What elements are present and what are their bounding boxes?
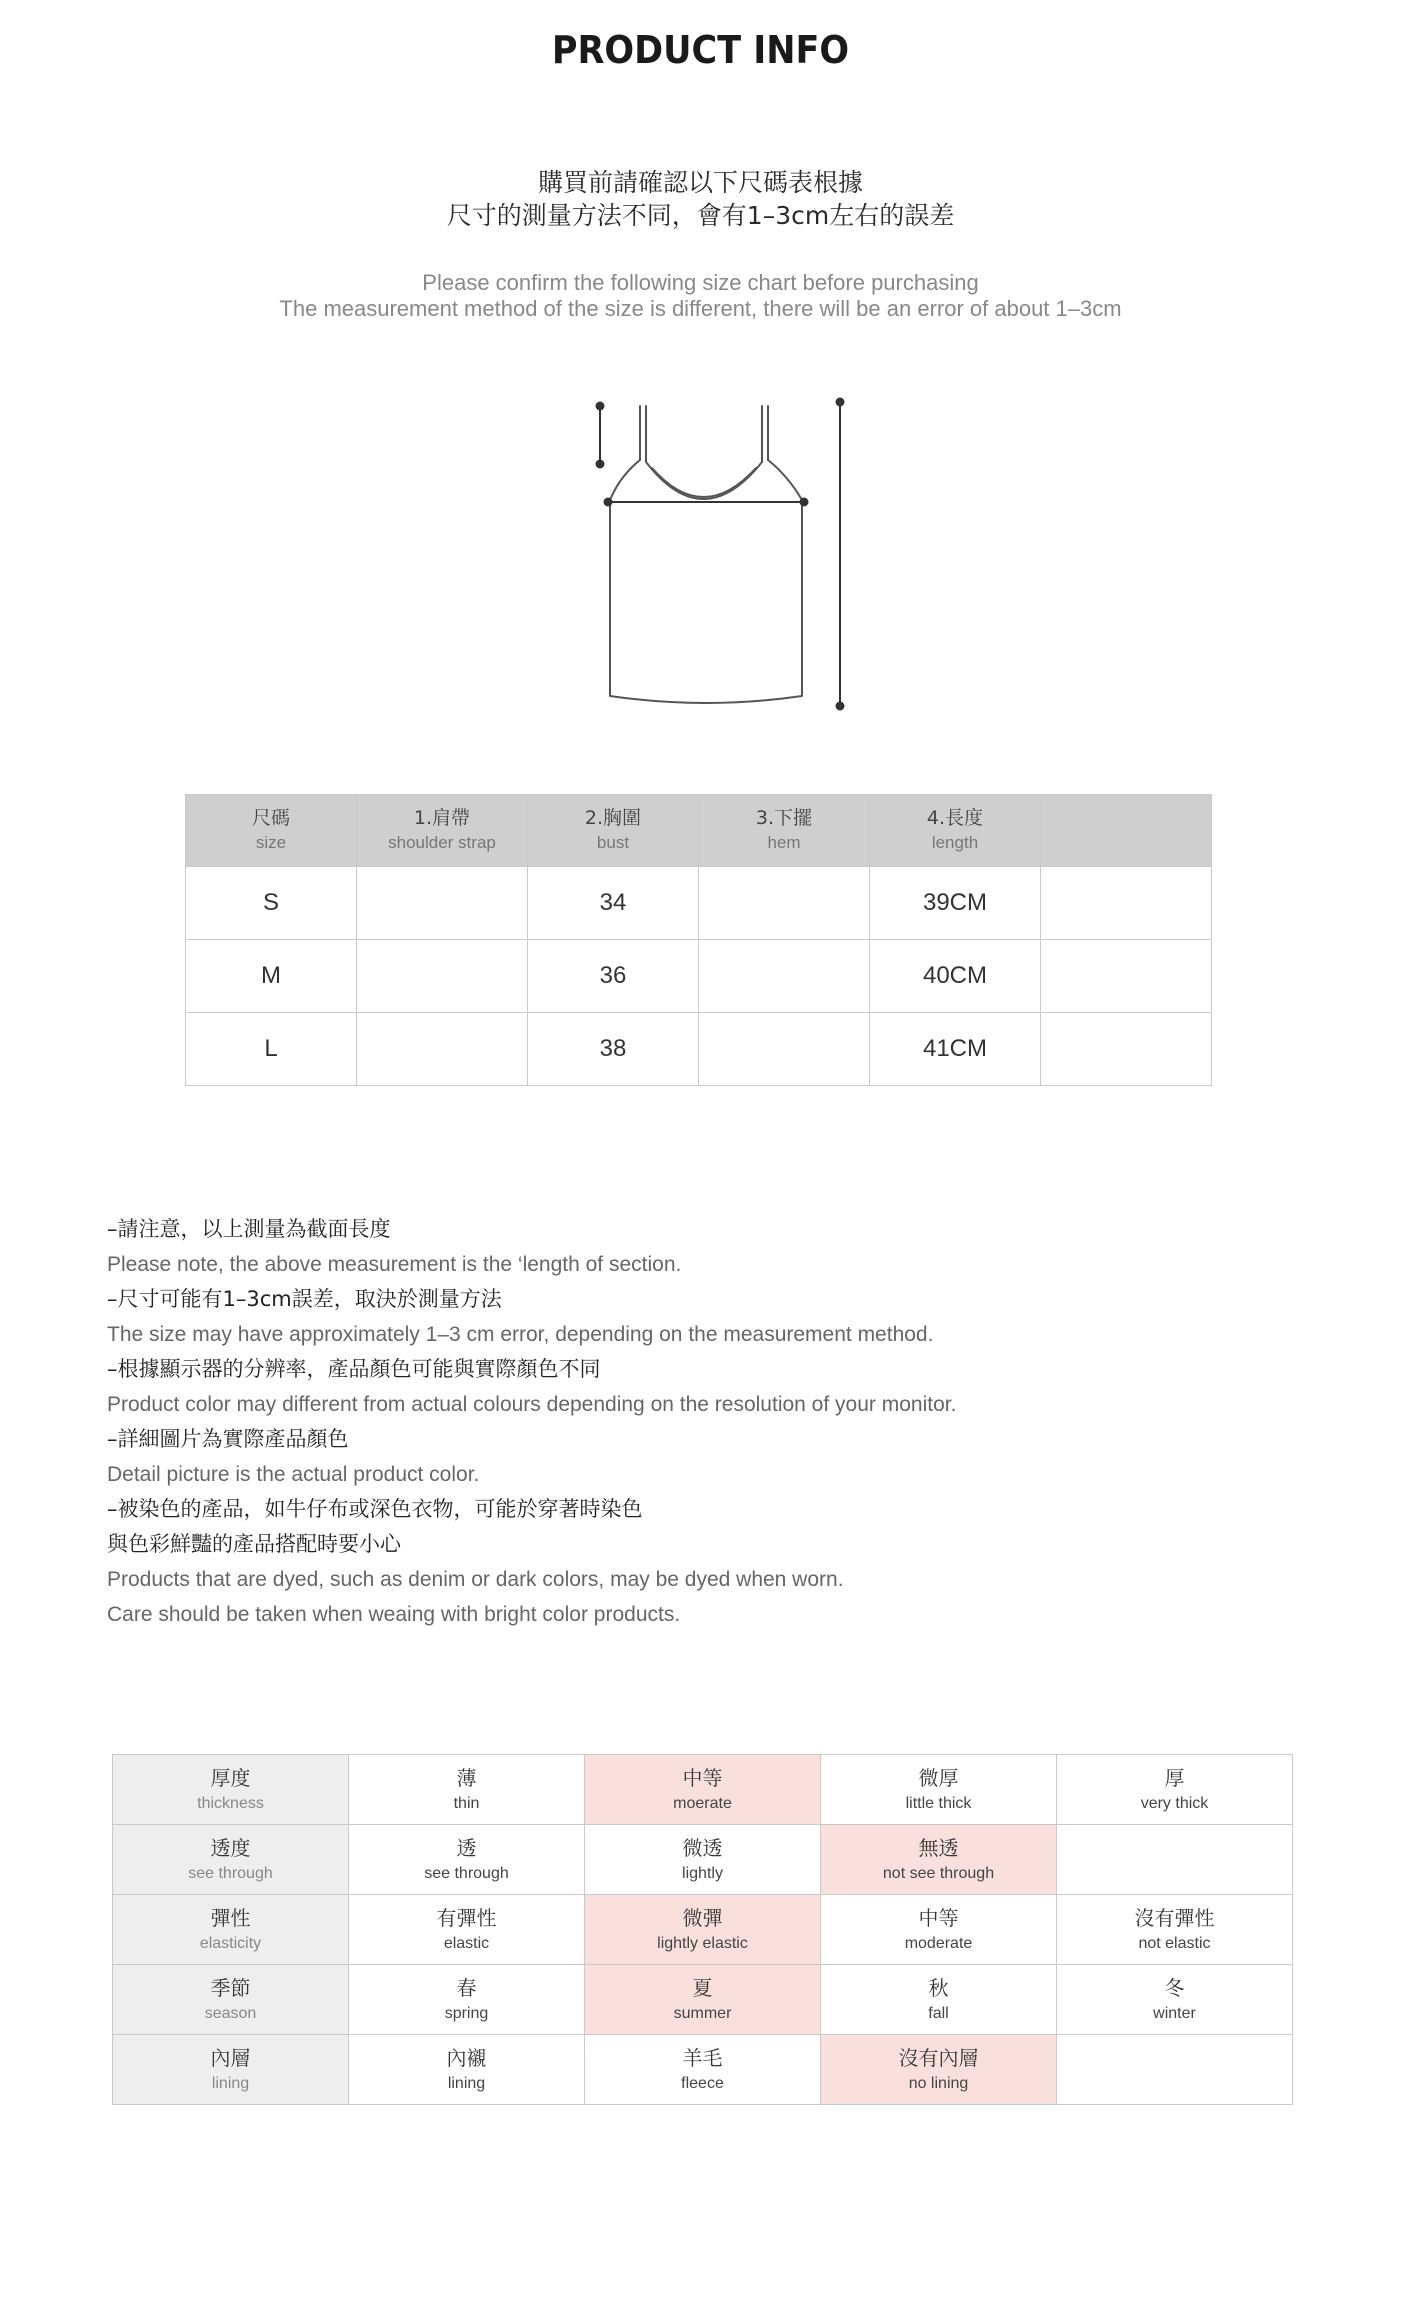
fabric-label-zh: 微彈 — [682, 1905, 723, 1930]
header-zh: 3.下擺 — [755, 806, 813, 829]
fabric-cell — [349, 1755, 585, 1825]
note-line: The size may have approximately 1–3 cm error, depending on the measurement method. — [107, 1323, 934, 1346]
fabric-cell — [585, 2035, 821, 2105]
size-header-cell — [357, 795, 528, 867]
notes-section — [107, 1212, 956, 1632]
neckline — [610, 460, 802, 500]
fabric-label-zh: 中等 — [682, 1765, 723, 1790]
fabric-label-en: fall — [928, 2004, 949, 2022]
note-line: –詳細圖片為實際產品顏色 — [107, 1427, 349, 1451]
fabric-cell — [585, 1895, 821, 1965]
table-row — [113, 1755, 1293, 1825]
fabric-cell — [821, 2035, 1057, 2105]
fabric-label-en: elasticity — [199, 1934, 262, 1952]
fabric-label-en: lining — [447, 2074, 486, 2092]
fabric-cell — [1057, 1755, 1293, 1825]
header-zh: 2.胸圍 — [584, 806, 642, 829]
fabric-label-en: not elastic — [1138, 1934, 1211, 1952]
fabric-label-zh: 中等 — [918, 1905, 959, 1930]
table-cell — [699, 1013, 870, 1086]
table-row — [113, 1895, 1293, 1965]
fabric-label-en: very thick — [1140, 1794, 1209, 1812]
size-header-cell — [1041, 795, 1212, 867]
fabric-label-en: lightly — [682, 1864, 723, 1882]
table-cell: M — [186, 940, 357, 1013]
header-en: bust — [596, 832, 630, 852]
fabric-label-zh: 透 — [456, 1835, 477, 1860]
table-cell: 36 — [528, 940, 699, 1013]
fabric-cell — [821, 1965, 1057, 2035]
table-row — [186, 867, 1212, 940]
camisole-body — [610, 500, 802, 703]
note-line: Products that are dyed, such as denim or dark colors, may be dyed when worn. — [107, 1568, 844, 1591]
intro-zh-line-2: 尺寸的測量方法不同，會有1–3cm左右的誤差 — [446, 201, 955, 230]
fabric-label-en: see through — [188, 1864, 273, 1882]
fabric-label-zh: 沒有內層 — [898, 2045, 979, 2070]
fabric-cell — [585, 1755, 821, 1825]
header-en: size — [255, 832, 287, 852]
note-line: Detail picture is the actual product color. — [107, 1463, 480, 1486]
note-line: –被染色的產品，如牛仔布或深色衣物，可能於穿著時染色 — [107, 1497, 643, 1521]
camisole-diagram — [590, 396, 850, 716]
left-strap-line — [640, 406, 646, 462]
fabric-label-en: fleece — [681, 2074, 724, 2092]
fabric-cell — [1057, 1895, 1293, 1965]
table-cell: L — [186, 1013, 357, 1086]
header-en: hem — [767, 832, 801, 852]
fabric-cell — [349, 1825, 585, 1895]
fabric-row-head — [113, 1965, 349, 2035]
fabric-cell — [1057, 1825, 1293, 1895]
fabric-label-en: thickness — [197, 1794, 264, 1812]
table-cell — [699, 940, 870, 1013]
table-row — [113, 1965, 1293, 2035]
note-line: –請注意，以上測量為截面長度 — [107, 1217, 391, 1241]
fabric-cell — [349, 2035, 585, 2105]
fabric-label-zh: 薄 — [456, 1765, 477, 1790]
header-zh: 1.肩帶 — [413, 806, 471, 829]
table-cell: 40CM — [870, 940, 1041, 1013]
table-row — [113, 2035, 1293, 2105]
header-zh: 4.長度 — [926, 806, 984, 829]
table-cell — [357, 867, 528, 940]
fabric-label-zh: 有彈性 — [436, 1905, 497, 1930]
fabric-row-head — [113, 2035, 349, 2105]
page-title: PRODUCT INFO — [551, 28, 850, 72]
fabric-label-zh: 秋 — [928, 1975, 949, 2000]
intro-en-line-1: Please confirm the following size chart before purchasing — [422, 270, 979, 295]
fabric-label-en: summer — [673, 2004, 732, 2022]
note-line: 與色彩鮮豔的產品搭配時要小心 — [107, 1532, 401, 1556]
table-cell: 41CM — [870, 1013, 1041, 1086]
fabric-cell — [821, 1895, 1057, 1965]
fabric-cell — [585, 1965, 821, 2035]
fabric-cell — [1057, 2035, 1293, 2105]
table-row — [186, 940, 1212, 1013]
table-cell — [357, 1013, 528, 1086]
intro-english — [0, 270, 1401, 322]
fabric-label-zh: 夏 — [692, 1975, 713, 2000]
fabric-row-head — [113, 1825, 349, 1895]
table-row — [186, 1013, 1212, 1086]
fabric-label-zh: 彈性 — [210, 1905, 251, 1930]
table-row — [113, 1825, 1293, 1895]
header-en: shoulder strap — [388, 832, 496, 852]
fabric-cell — [1057, 1965, 1293, 2035]
size-header-cell — [699, 795, 870, 867]
size-header-cell — [870, 795, 1041, 867]
fabric-label-zh: 季節 — [210, 1975, 251, 2000]
fabric-label-en: little thick — [905, 1794, 972, 1812]
fabric-label-en: winter — [1153, 2004, 1196, 2022]
note-line: –根據顯示器的分辨率，產品顏色可能與實際顏色不同 — [107, 1357, 601, 1381]
table-cell — [1041, 940, 1212, 1013]
fabric-label-zh: 厚度 — [210, 1765, 251, 1790]
fabric-cell — [821, 1755, 1057, 1825]
table-cell: S — [186, 867, 357, 940]
fabric-label-en: no lining — [908, 2074, 969, 2092]
fabric-row-head — [113, 1895, 349, 1965]
intro-zh-line-1: 購買前請確認以下尺碼表根據 — [537, 168, 863, 197]
right-strap-line — [762, 406, 768, 462]
header-en: length — [931, 832, 979, 852]
fabric-label-zh: 厚 — [1164, 1765, 1185, 1790]
fabric-label-zh: 羊毛 — [682, 2045, 723, 2070]
fabric-label-en: moerate — [673, 1794, 732, 1812]
fabric-label-zh: 冬 — [1164, 1975, 1185, 2000]
fabric-row-head — [113, 1755, 349, 1825]
intro-chinese — [0, 166, 1401, 232]
size-chart-table — [185, 794, 1212, 1086]
fabric-label-en: moderate — [904, 1934, 973, 1952]
fabric-cell — [349, 1895, 585, 1965]
fabric-label-en: thin — [453, 1794, 480, 1812]
note-line: –尺寸可能有1–3cm誤差，取決於測量方法 — [107, 1287, 502, 1311]
intro-en-line-2: The measurement method of the size is different, there will be an error of about 1–3cm — [279, 296, 1122, 321]
fabric-cell — [821, 1825, 1057, 1895]
fabric-label-zh: 微厚 — [918, 1765, 959, 1790]
fabric-cell — [585, 1825, 821, 1895]
fabric-table-body — [113, 1755, 1293, 2105]
fabric-label-en: season — [204, 2004, 257, 2022]
fabric-label-en: see through — [424, 1864, 509, 1882]
fabric-label-zh: 透度 — [210, 1835, 251, 1860]
fabric-label-en: spring — [444, 2004, 489, 2022]
table-cell — [1041, 1013, 1212, 1086]
table-cell — [357, 940, 528, 1013]
table-cell — [1041, 867, 1212, 940]
fabric-label-en: not see through — [882, 1864, 995, 1882]
note-line: Care should be taken when weaing with bright color products. — [107, 1603, 681, 1626]
fabric-label-en: lightly elastic — [657, 1934, 748, 1952]
fabric-label-en: lining — [211, 2074, 250, 2092]
size-header-cell — [186, 795, 357, 867]
fabric-cell — [349, 1965, 585, 2035]
table-cell: 34 — [528, 867, 699, 940]
fabric-label-zh: 內層 — [210, 2045, 251, 2070]
fabric-label-zh: 微透 — [682, 1835, 723, 1860]
table-cell: 39CM — [870, 867, 1041, 940]
table-cell: 38 — [528, 1013, 699, 1086]
size-chart-header-row — [186, 795, 1212, 867]
note-line: Product color may different from actual colours depending on the resolution of your monitor. — [107, 1393, 957, 1416]
fabric-label-zh: 內襯 — [446, 2045, 487, 2070]
note-line: Please note, the above measurement is the ‘length of section. — [107, 1253, 682, 1276]
fabric-label-zh: 沒有彈性 — [1134, 1905, 1215, 1930]
fabric-label-en: elastic — [443, 1934, 490, 1952]
fabric-properties-table — [112, 1754, 1293, 2105]
table-cell — [699, 867, 870, 940]
fabric-label-zh: 春 — [456, 1975, 477, 2000]
header-zh: 尺碼 — [251, 806, 290, 829]
size-header-cell — [528, 795, 699, 867]
fabric-label-zh: 無透 — [918, 1835, 959, 1860]
